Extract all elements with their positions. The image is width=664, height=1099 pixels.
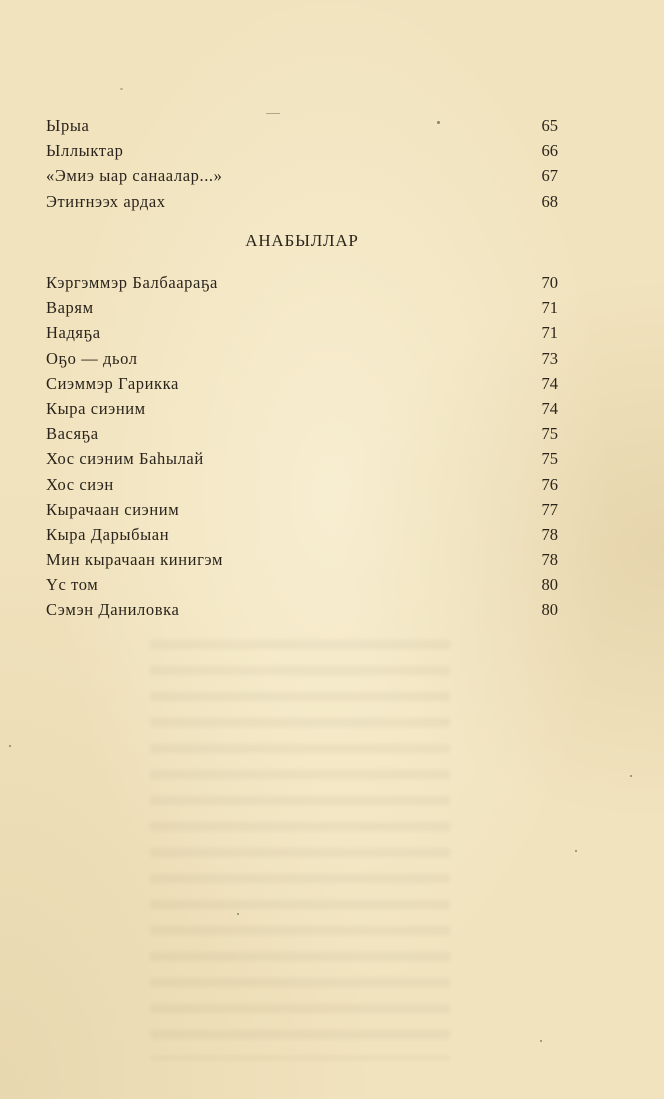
paper-speck [237, 913, 239, 915]
section-heading: АНАБЫЛЛАР [245, 231, 359, 250]
toc-entry [46, 189, 558, 214]
toc-entry [46, 346, 558, 371]
toc-entry-title: Оҕо — дьол [46, 348, 138, 368]
toc-entry-page: 80 [541, 600, 558, 620]
toc-entry-title: Этиҥнээх ардах [46, 191, 166, 211]
toc-entry-title: Хос сиэним Баһылай [46, 449, 204, 469]
toc-entry-title: «Эмиэ ыар санаалар...» [46, 166, 223, 186]
paper-speck [9, 745, 11, 747]
toc-entry-title: Кыра сиэним [46, 398, 146, 418]
toc-entry-title: Мин кырачаан кинигэм [46, 550, 224, 570]
toc-entry-title: Сэмэн Даниловка [46, 600, 180, 620]
paper-speck [575, 850, 577, 852]
toc-entry [46, 295, 558, 320]
toc-entry [46, 396, 558, 421]
toc-entry-page: 67 [541, 166, 558, 186]
toc-entry [46, 371, 558, 396]
paper-speck [540, 1040, 542, 1042]
toc-entry-page: 77 [541, 499, 558, 519]
toc-entry [46, 497, 558, 522]
toc-entry [46, 163, 558, 188]
toc-entry [46, 113, 558, 138]
toc-entry-page: 74 [541, 373, 558, 393]
toc-entry [46, 572, 558, 597]
toc-entry-title: Үс том [46, 575, 99, 595]
toc-section-2 [46, 270, 558, 623]
toc-entry [46, 446, 558, 471]
toc-entry-title: Ырыа [46, 116, 90, 135]
toc-entry-page: 75 [541, 424, 558, 444]
toc-section-1 [46, 113, 558, 214]
toc-entry-title: Надяҕа [46, 323, 101, 343]
toc-entry [46, 597, 558, 622]
toc-entry-page: 73 [541, 348, 558, 368]
toc-entry-title: Кырачаан сиэним [46, 499, 180, 519]
toc-entry [46, 270, 558, 295]
toc-entry-title: Варям [46, 298, 94, 318]
toc-entry-page: 75 [541, 449, 558, 469]
toc-entry-title: Сиэммэр Гарикка [46, 373, 179, 393]
toc-entry-page: 71 [541, 323, 558, 343]
show-through-text [150, 640, 450, 1060]
toc-entry-title: Кэргэммэр Балбаараҕа [46, 273, 218, 292]
toc-entry-page: 68 [541, 191, 558, 211]
toc-entry-page: 78 [541, 524, 558, 544]
toc-entry-page: 74 [541, 398, 558, 418]
toc-entry [46, 138, 558, 163]
toc-entry-page: 70 [541, 273, 558, 292]
toc-entry-page: 66 [541, 141, 558, 161]
toc-entry [46, 547, 558, 572]
toc-entry-page: 80 [541, 575, 558, 595]
toc-entry-title: Ыллыктар [46, 141, 124, 161]
toc-entry [46, 421, 558, 446]
toc-entry-title: Хос сиэн [46, 474, 114, 494]
toc-entry [46, 472, 558, 497]
paper-speck [120, 88, 123, 90]
toc-entry-page: 71 [541, 298, 558, 318]
toc-entry [46, 320, 558, 345]
toc-entry-page: 76 [541, 474, 558, 494]
paper-speck [630, 775, 632, 777]
toc-entry-page: 65 [541, 116, 558, 135]
toc-entry-page: 78 [541, 550, 558, 570]
toc-entry [46, 522, 558, 547]
toc-entry-title: Васяҕа [46, 424, 99, 444]
toc-entry-title: Кыра Дарыбыан [46, 524, 170, 544]
